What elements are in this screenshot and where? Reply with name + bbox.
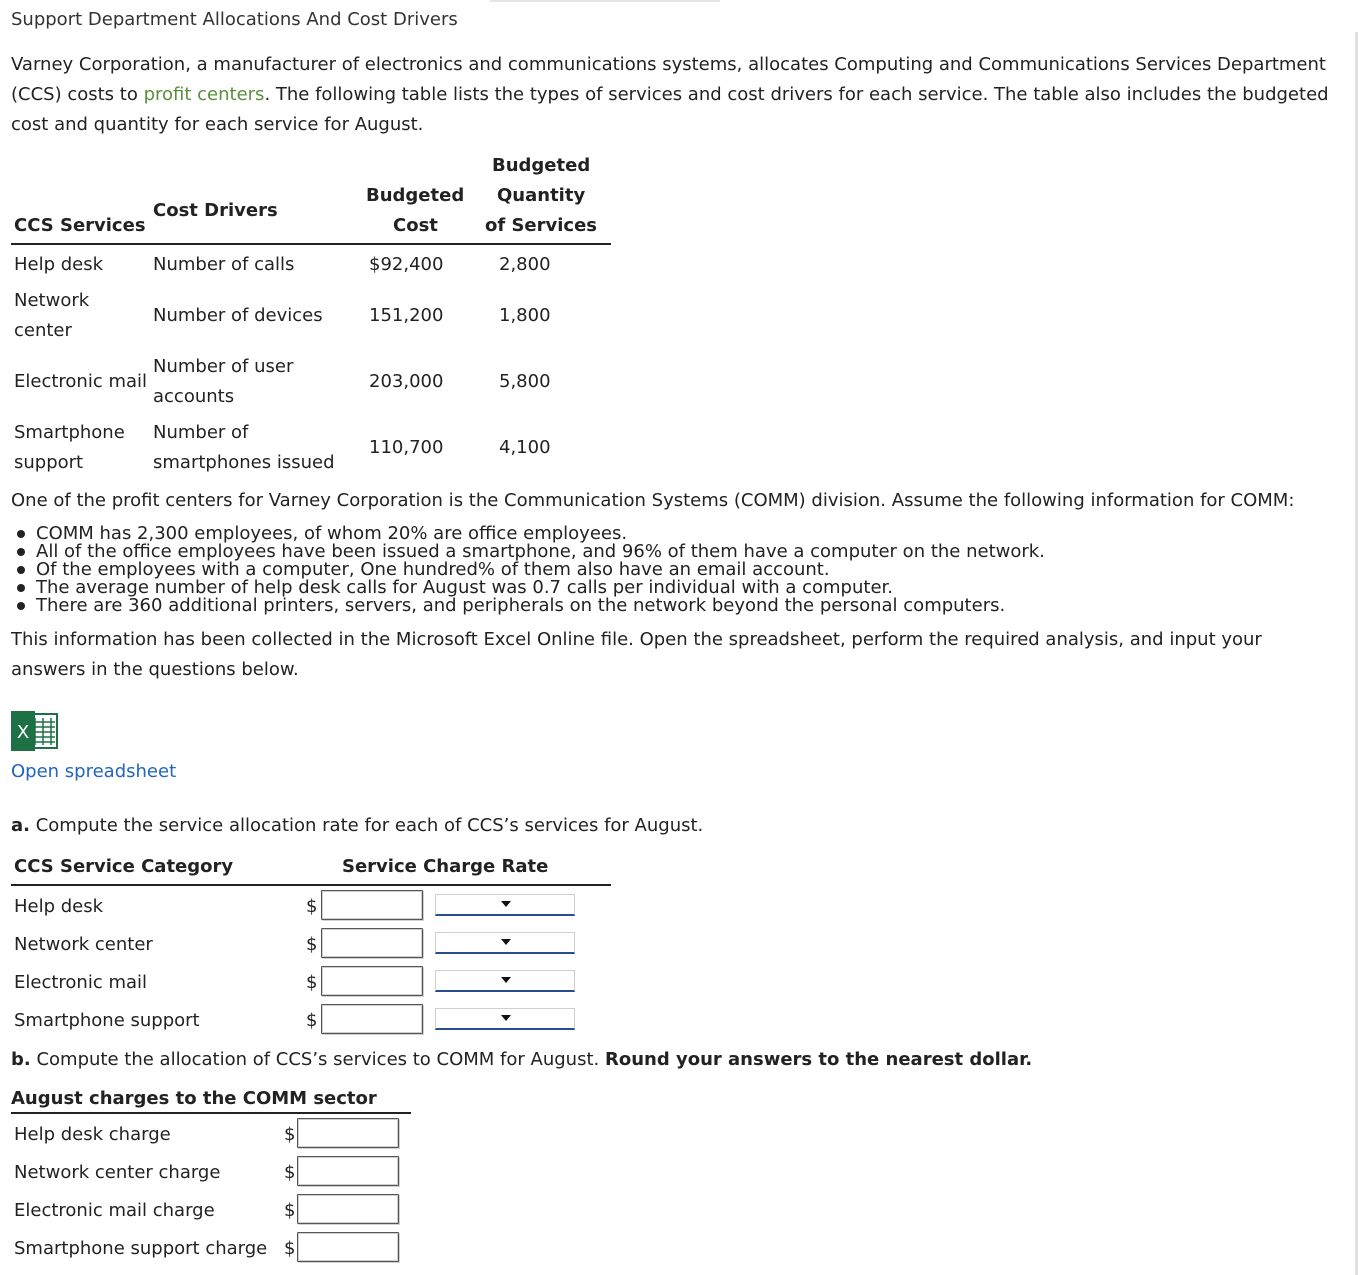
page-title: Support Department Allocations And Cost Drivers	[11, 9, 458, 30]
excel-file-icon[interactable]	[11, 710, 59, 752]
part-a-header-rate: Service Charge Rate	[342, 856, 549, 877]
header-budgeted-quantity-line1: Budgeted	[492, 155, 591, 176]
row-smartphone-driver-line2: smartphones issued	[153, 452, 335, 473]
currency-symbol: $	[306, 934, 318, 955]
row-help-desk-service: Help desk	[14, 254, 104, 275]
row-network-quantity: 1,800	[499, 305, 551, 326]
excel-note: This information has been collected in the Microsoft Excel Online file. Open the spreadsheet, perform the required analysis, and input your answers in the questions below.	[11, 629, 1262, 680]
comm-facts-list	[17, 525, 1045, 615]
caret-down-icon	[501, 901, 511, 907]
currency-symbol: $	[306, 896, 318, 917]
row-help-desk-cost: $92,400	[369, 254, 444, 275]
help-desk-unit-select[interactable]	[435, 894, 575, 916]
bullet-dot	[17, 548, 25, 556]
currency-symbol: $	[284, 1200, 296, 1221]
currency-symbol: $	[284, 1124, 296, 1145]
bullet-dot	[17, 530, 25, 538]
bullet-dot	[17, 566, 25, 574]
bullet-text: Of the employees with a computer, One hundred% of them also have an email account.	[36, 559, 830, 580]
row-smartphone-driver-line1: Number of	[153, 422, 249, 443]
part-b-label: b.	[11, 1049, 31, 1070]
excel-icon-letter: X	[16, 722, 30, 743]
part-a-header-divider	[11, 884, 611, 886]
row-email-quantity: 5,800	[499, 371, 551, 392]
currency-symbol: $	[284, 1238, 296, 1259]
right-scroll-edge	[1355, 32, 1358, 1275]
row-network-driver: Number of devices	[153, 305, 323, 326]
part-a-text: Compute the service allocation rate for each of CCS’s services for August.	[35, 815, 704, 836]
network-center-unit-select[interactable]	[435, 932, 575, 954]
row-network-cost: 151,200	[369, 305, 444, 326]
smartphone-support-charge-input[interactable]	[297, 1232, 399, 1262]
row-smartphone-cost: 110,700	[369, 437, 444, 458]
open-spreadsheet-link[interactable]: Open spreadsheet	[11, 761, 177, 782]
electronic-mail-rate-input[interactable]	[321, 966, 423, 996]
row-network-service-line2: center	[14, 320, 72, 341]
profit-centers-link[interactable]: profit centers	[143, 84, 265, 105]
row-email-driver-line1: Number of user	[153, 356, 294, 377]
row-email-driver-line2: accounts	[153, 386, 235, 407]
intro-paragraph	[11, 50, 1346, 140]
network-center-charge-input[interactable]	[297, 1156, 399, 1186]
header-budgeted-cost-line1: Budgeted	[366, 185, 465, 206]
help-desk-charge-input[interactable]	[297, 1118, 399, 1148]
currency-symbol: $	[284, 1162, 296, 1183]
part-b-label: Electronic mail charge	[14, 1200, 215, 1221]
header-budgeted-cost-line2: Cost	[393, 215, 438, 236]
part-b-rounding-note: Round your answers to the nearest dollar.	[604, 1049, 1033, 1070]
smartphone-support-rate-input[interactable]	[321, 1004, 423, 1034]
bullet-dot	[17, 602, 25, 610]
row-help-desk-quantity: 2,800	[499, 254, 551, 275]
network-center-rate-input[interactable]	[321, 928, 423, 958]
row-smartphone-service-line1: Smartphone	[14, 422, 125, 443]
part-b-prompt	[11, 1046, 1032, 1074]
bullet-text: There are 360 additional printers, servers, and peripherals on the network beyond the personal computers.	[36, 595, 1006, 616]
smartphone-support-unit-select[interactable]	[435, 1008, 575, 1030]
part-b-header: August charges to the COMM sector	[11, 1088, 377, 1109]
part-b-header-divider	[11, 1112, 411, 1114]
bullet-text: The average number of help desk calls for August was 0.7 calls per individual with a computer.	[36, 577, 893, 598]
header-ccs-services: CCS Services	[14, 215, 146, 236]
part-a-category: Network center	[14, 934, 153, 955]
row-smartphone-quantity: 4,100	[499, 437, 551, 458]
part-a-header-category: CCS Service Category	[14, 856, 234, 877]
bullet-text: All of the office employees have been issued a smartphone, and 96% of them have a computer on the network.	[36, 541, 1045, 562]
intro-text-before: Varney Corporation, a manufacturer of electronics and communications systems, allocates Computing and Communications Services Department (CCS) costs to	[11, 54, 1326, 105]
caret-down-icon	[501, 939, 511, 945]
header-cost-drivers: Cost Drivers	[153, 200, 278, 221]
part-a-category: Electronic mail	[14, 972, 148, 993]
row-email-service: Electronic mail	[14, 371, 148, 392]
part-a-prompt	[11, 812, 703, 840]
bullet-dot	[17, 584, 25, 592]
list-item	[17, 597, 1045, 615]
header-budgeted-quantity-line2: Quantity	[497, 185, 586, 206]
caret-down-icon	[501, 977, 511, 983]
intro-text-after: . The following table lists the types of services and cost drivers for each service. The table also includes the budgeted cost and quantity for each service for August.	[11, 84, 1329, 135]
part-b-label: Help desk charge	[14, 1124, 171, 1145]
bullet-text: COMM has 2,300 employees, of whom 20% are office employees.	[36, 523, 628, 544]
currency-symbol: $	[306, 1010, 318, 1031]
electronic-mail-charge-input[interactable]	[297, 1194, 399, 1224]
part-b-text: Compute the allocation of CCS’s services to COMM for August.	[36, 1049, 600, 1070]
currency-symbol: $	[306, 972, 318, 993]
header-divider	[11, 243, 611, 245]
part-a-category: Help desk	[14, 896, 104, 917]
comm-intro: One of the profit centers for Varney Corporation is the Communication Systems (COMM) division. Assume the following information for COMM:	[11, 490, 1295, 511]
row-network-service-line1: Network	[14, 290, 90, 311]
header-budgeted-quantity-line3: of Services	[485, 215, 598, 236]
row-email-cost: 203,000	[369, 371, 444, 392]
part-a-category: Smartphone support	[14, 1010, 200, 1031]
top-edge-bar	[490, 0, 720, 2]
part-a-label: a.	[11, 815, 30, 836]
help-desk-rate-input[interactable]	[321, 890, 423, 920]
part-b-label: Smartphone support charge	[14, 1238, 268, 1259]
row-help-desk-driver: Number of calls	[153, 254, 295, 275]
electronic-mail-unit-select[interactable]	[435, 970, 575, 992]
row-smartphone-service-line2: support	[14, 452, 84, 473]
part-b-label: Network center charge	[14, 1162, 221, 1183]
caret-down-icon	[501, 1015, 511, 1021]
